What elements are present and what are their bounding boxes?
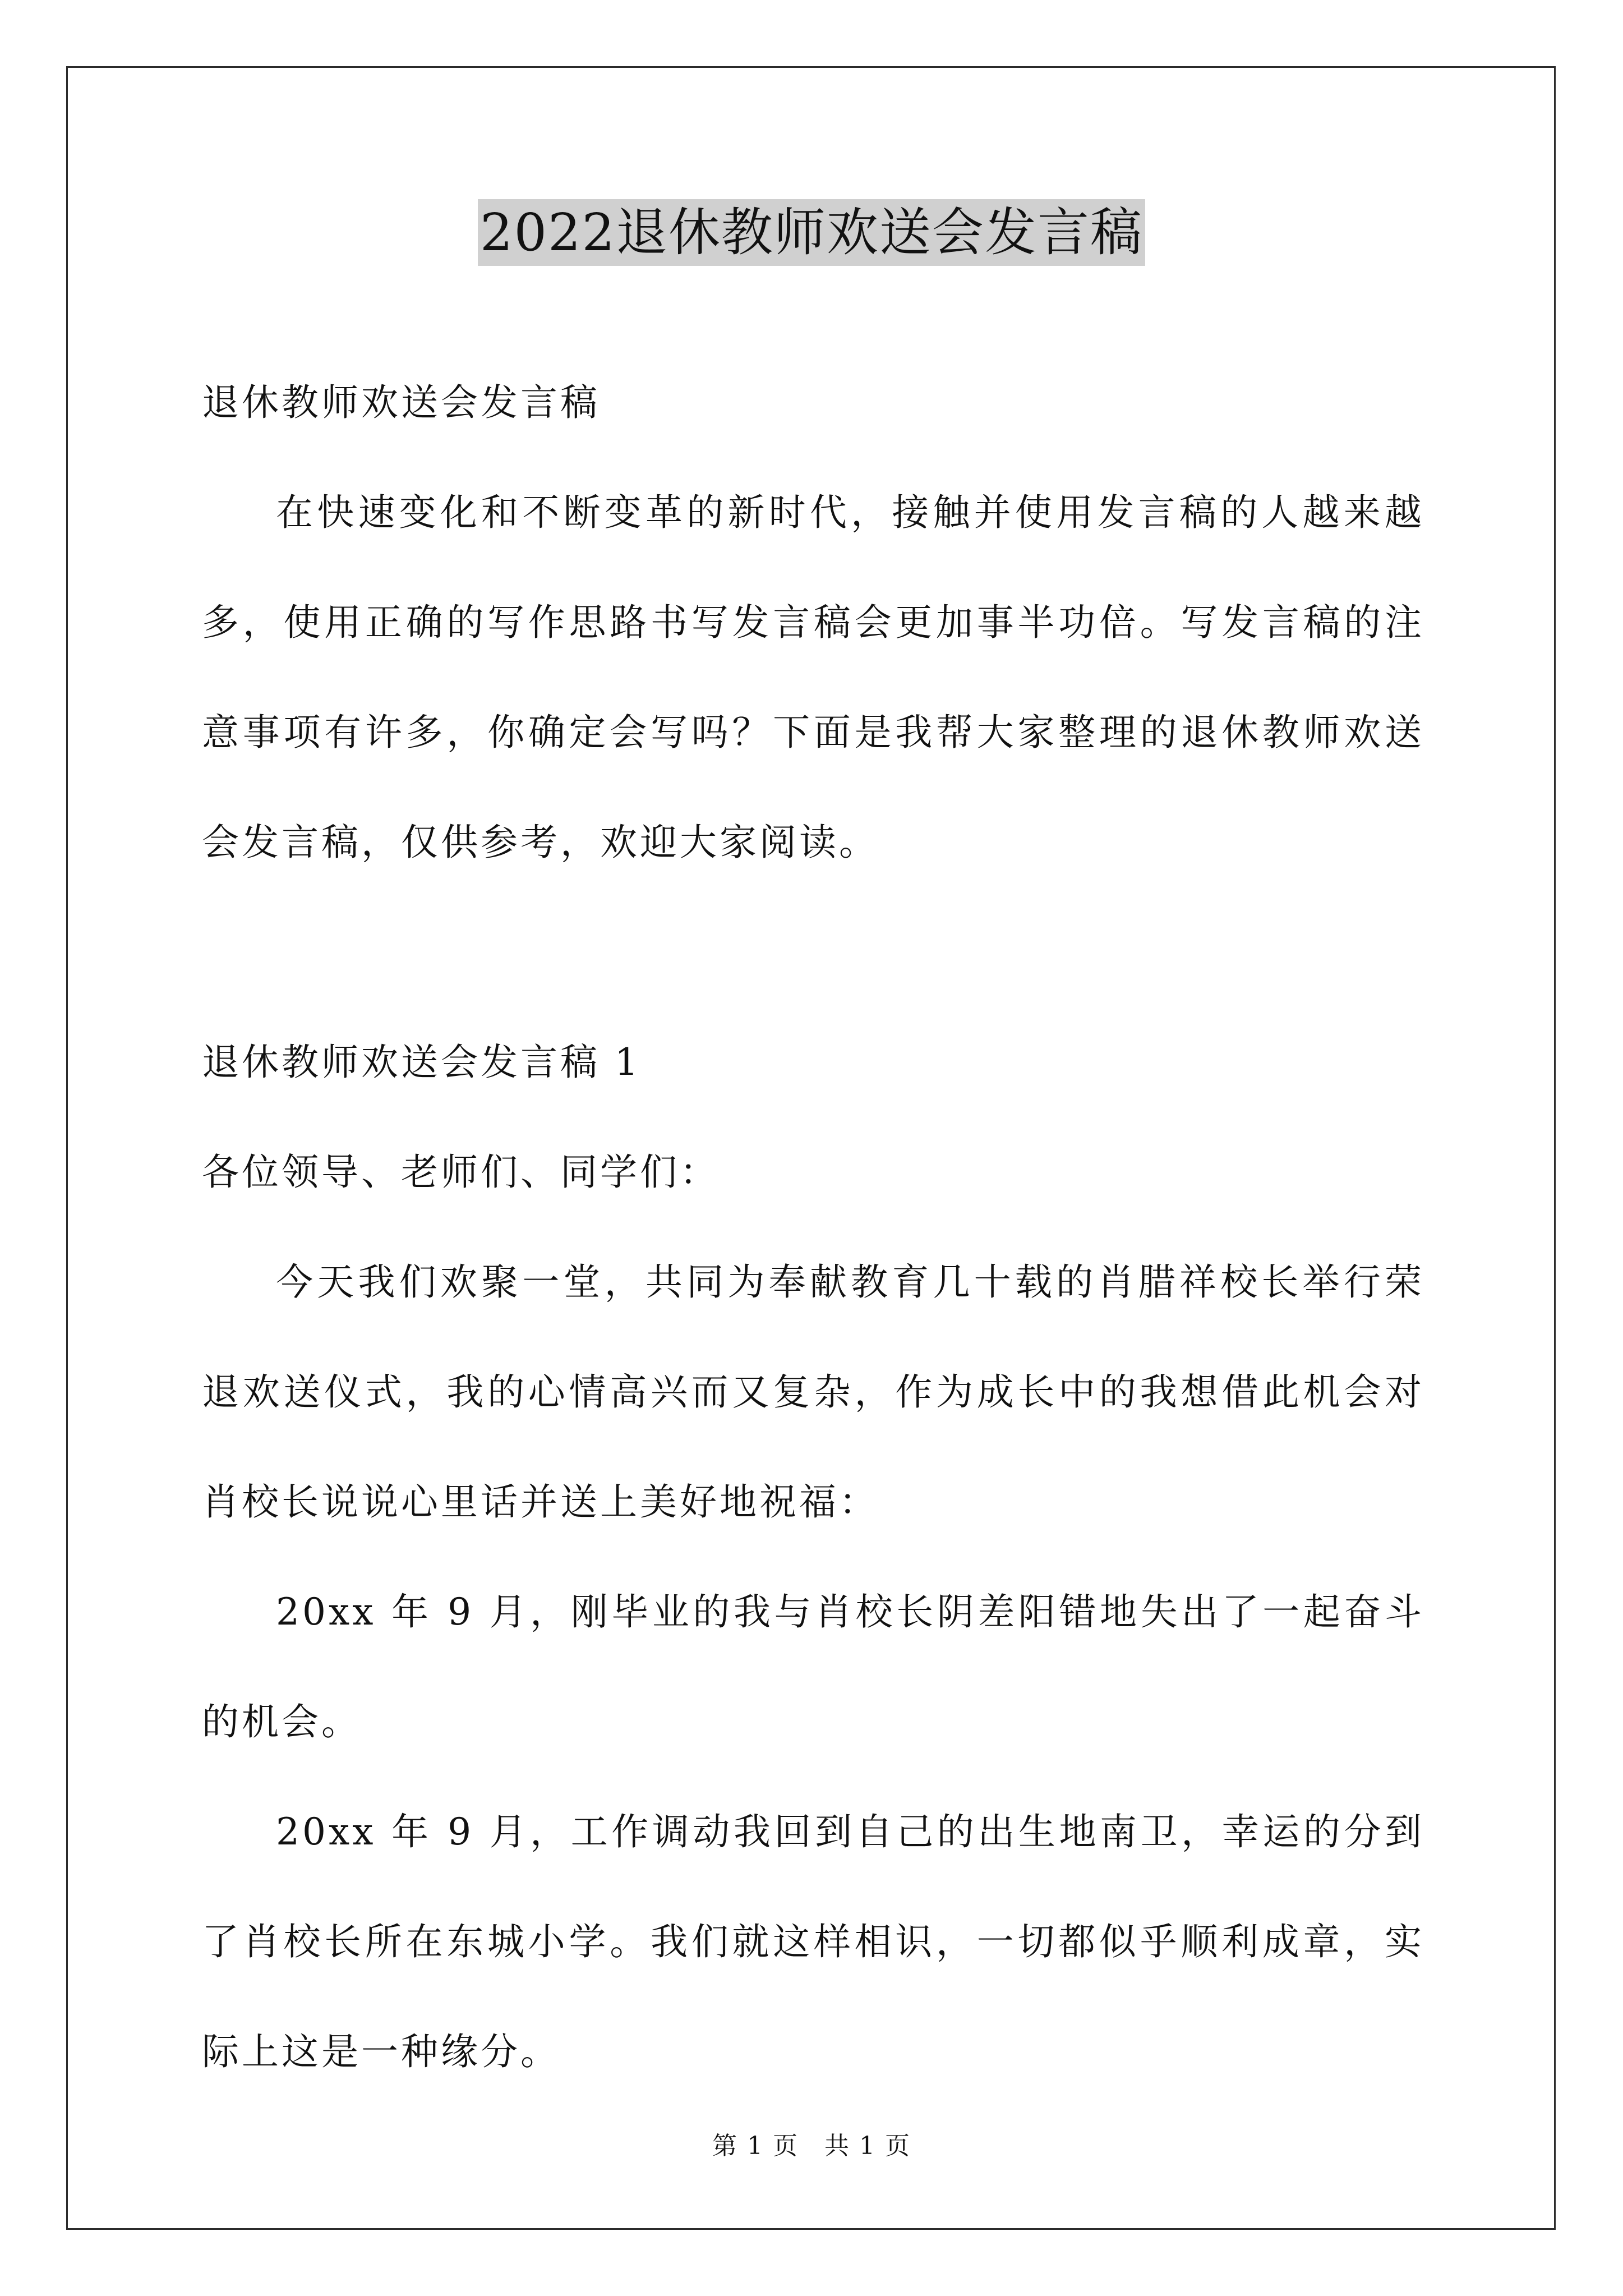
body-paragraph-1: 今天我们欢聚一堂，共同为奉献教育几十载的肖腊祥校长举行荣退欢送仪式，我的心情高兴而又复杂，作为成长中的我想借此机会对肖校长说说心里话并送上美好地祝福： [202,1260,1424,1524]
document-body [202,348,1424,2107]
intro-paragraph: 在快速变化和不断变革的新时代，接触并使用发言稿的人越来越多，使用正确的写作思路书写发言稿会更加事半功倍。写发言稿的注意事项有许多，你确定会写吗？下面是我帮大家整理的退休教师欢送会发言稿，仅供参考，欢迎大家阅读。 [202,491,1424,864]
body-paragraph-2: 20xx 年 9 月，刚毕业的我与肖校长阴差阳错地失出了一起奋斗的机会。 [202,1590,1424,1743]
page-footer: 第 1 页 共 1 页 [712,2132,911,2160]
document-title-text: 2022退休教师欢送会发言稿 [478,199,1145,266]
body-paragraph-3: 20xx 年 9 月，工作调动我回到自己的出生地南卫，幸运的分到了肖校长所在东城小学。我们就这样相识，一切都似乎顺利成章，实际上这是一种缘分。 [202,1810,1424,2073]
paragraph-gap [202,898,1424,1007]
subtitle-paragraph: 退休教师欢送会发言稿 [202,381,600,424]
section-heading: 退休教师欢送会发言稿 1 [202,1041,641,1084]
document-title [0,202,1623,264]
salutation-paragraph: 各位领导、老师们、同学们： [202,1151,720,1194]
